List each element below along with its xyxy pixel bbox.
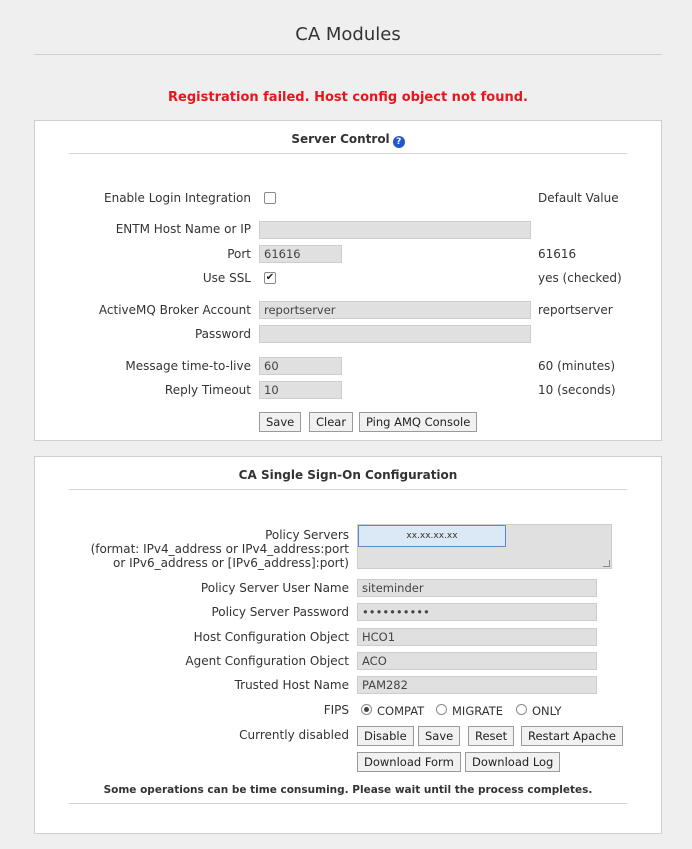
agent-config-input[interactable]: [357, 652, 597, 670]
ttl-default: 60 (minutes): [538, 359, 616, 373]
clear-button[interactable]: Clear: [309, 412, 353, 432]
download-log-button[interactable]: Download Log: [465, 752, 560, 772]
divider: [69, 153, 627, 154]
host-config-label: Host Configuration Object: [193, 630, 349, 644]
fips-label: FIPS: [323, 703, 349, 717]
save-button[interactable]: Save: [418, 726, 460, 746]
host-config-input[interactable]: [357, 628, 597, 646]
divider: [69, 489, 627, 490]
password-label: Policy Server Password: [211, 605, 349, 619]
fips-only-radio[interactable]: [516, 704, 527, 715]
fips-compat-label: COMPAT: [377, 704, 425, 718]
broker-account-default: reportserver: [538, 303, 613, 317]
trusted-host-input[interactable]: [357, 676, 597, 694]
server-control-panel: [34, 120, 662, 441]
error-message: Registration failed. Host config object not found.: [168, 90, 528, 105]
trusted-host-label: Trusted Host Name: [234, 678, 349, 692]
sso-config-title: CA Single Sign-On Configuration: [238, 468, 458, 482]
password-label: Password: [194, 327, 251, 341]
enable-login-checkbox[interactable]: [264, 192, 276, 204]
sso-config-panel: [34, 456, 662, 834]
reply-timeout-input[interactable]: [259, 381, 342, 399]
use-ssl-label: Use SSL: [202, 271, 251, 285]
fips-only-label: ONLY: [532, 704, 562, 718]
save-button[interactable]: Save: [259, 412, 301, 432]
user-name-input[interactable]: [357, 579, 597, 597]
port-label: Port: [227, 247, 251, 261]
user-name-label: Policy Server User Name: [200, 581, 349, 595]
fips-migrate-label: MIGRATE: [452, 704, 504, 718]
enable-login-label: Enable Login Integration: [104, 191, 251, 205]
port-default: 61616: [538, 247, 577, 261]
server-control-heading: [35, 132, 661, 148]
ping-amq-console-button[interactable]: Ping AMQ Console: [359, 412, 477, 432]
divider: [69, 803, 627, 804]
reply-timeout-label: Reply Timeout: [164, 383, 251, 397]
server-control-title: Server Control: [291, 132, 390, 146]
reply-timeout-default: 10 (seconds): [538, 383, 616, 397]
restart-apache-button[interactable]: Restart Apache: [521, 726, 623, 746]
page-title: CA Modules: [295, 24, 401, 45]
policy-servers-textarea[interactable]: [357, 524, 612, 569]
broker-account-label: ActiveMQ Broker Account: [98, 303, 251, 317]
reset-button[interactable]: Reset: [468, 726, 514, 746]
resize-handle-icon[interactable]: [603, 560, 610, 567]
use-ssl-default: yes (checked): [538, 271, 622, 285]
broker-account-input[interactable]: [259, 301, 531, 319]
default-value-header: Default Value: [538, 191, 619, 205]
status-label: Currently disabled: [239, 728, 349, 742]
fips-compat-radio[interactable]: [361, 704, 372, 715]
fips-migrate-radio[interactable]: [436, 704, 447, 715]
ttl-label: Message time-to-live: [125, 359, 251, 373]
password-input[interactable]: [259, 325, 531, 343]
use-ssl-checkbox[interactable]: ✔: [265, 272, 275, 283]
port-input[interactable]: [259, 245, 342, 263]
agent-config-label: Agent Configuration Object: [185, 654, 349, 668]
policy-servers-label: Policy Servers: [265, 528, 349, 542]
ttl-input[interactable]: [259, 357, 342, 375]
disable-button[interactable]: Disable: [357, 726, 414, 746]
download-form-button[interactable]: Download Form: [357, 752, 461, 772]
policy-servers-format-line1: (format: IPv4_address or IPv4_address:port: [90, 542, 349, 556]
entm-host-label: ENTM Host Name or IP: [115, 222, 251, 236]
title-divider: [34, 54, 662, 55]
policy-server-entry[interactable]: xx.xx.xx.xx: [358, 525, 506, 547]
process-note: Some operations can be time consuming. Please wait until the process completes.: [103, 784, 593, 796]
policy-servers-format-line2: or IPv6_address or [IPv6_address]:port): [113, 556, 349, 570]
info-icon[interactable]: ?: [393, 136, 405, 148]
entm-host-input[interactable]: [259, 221, 531, 239]
password-input[interactable]: ••••••••••: [357, 603, 597, 621]
